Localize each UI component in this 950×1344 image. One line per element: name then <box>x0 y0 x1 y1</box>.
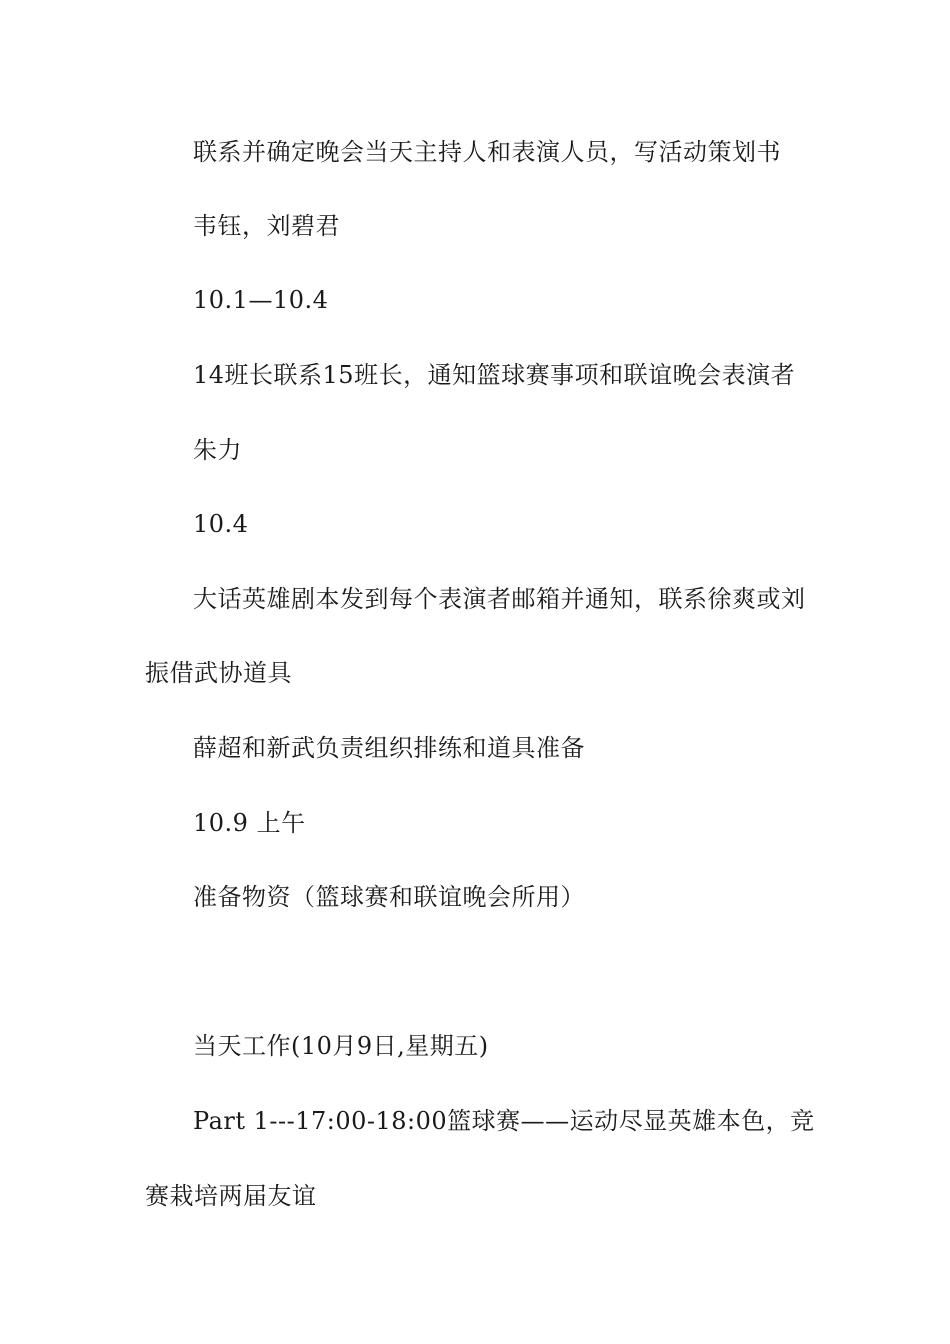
text-line-supplies: 准备物资（篮球赛和联谊晚会所用） <box>193 883 585 911</box>
text-line-script: 大话英雄剧本发到每个表演者邮箱并通知，联系徐爽或刘 <box>193 585 806 613</box>
text-line-name-2: 朱力 <box>193 436 242 464</box>
text-line-day-heading: 当天工作(10月9日,星期五) <box>193 1032 489 1060</box>
text-line-names-1: 韦钰，刘碧君 <box>193 212 340 240</box>
text-line-rehearsal: 薛超和新武负责组织排练和道具准备 <box>193 734 585 762</box>
text-line-date-3: 10.9 上午 <box>193 809 306 837</box>
text-line-class-contact: 14班长联系15班长，通知篮球赛事项和联谊晚会表演者 <box>193 361 796 389</box>
text-line-planning: 联系并确定晚会当天主持人和表演人员，写活动策划书 <box>193 138 781 166</box>
text-line-part1: Part 1---17:00-18:00篮球赛——运动尽显英雄本色，竞 <box>193 1107 815 1135</box>
text-line-date-2: 10.4 <box>193 510 249 538</box>
text-line-script-cont: 振借武协道具 <box>145 659 292 687</box>
text-line-date-range: 10.1—10.4 <box>193 286 329 314</box>
text-line-part1-cont: 赛栽培两届友谊 <box>145 1182 317 1210</box>
